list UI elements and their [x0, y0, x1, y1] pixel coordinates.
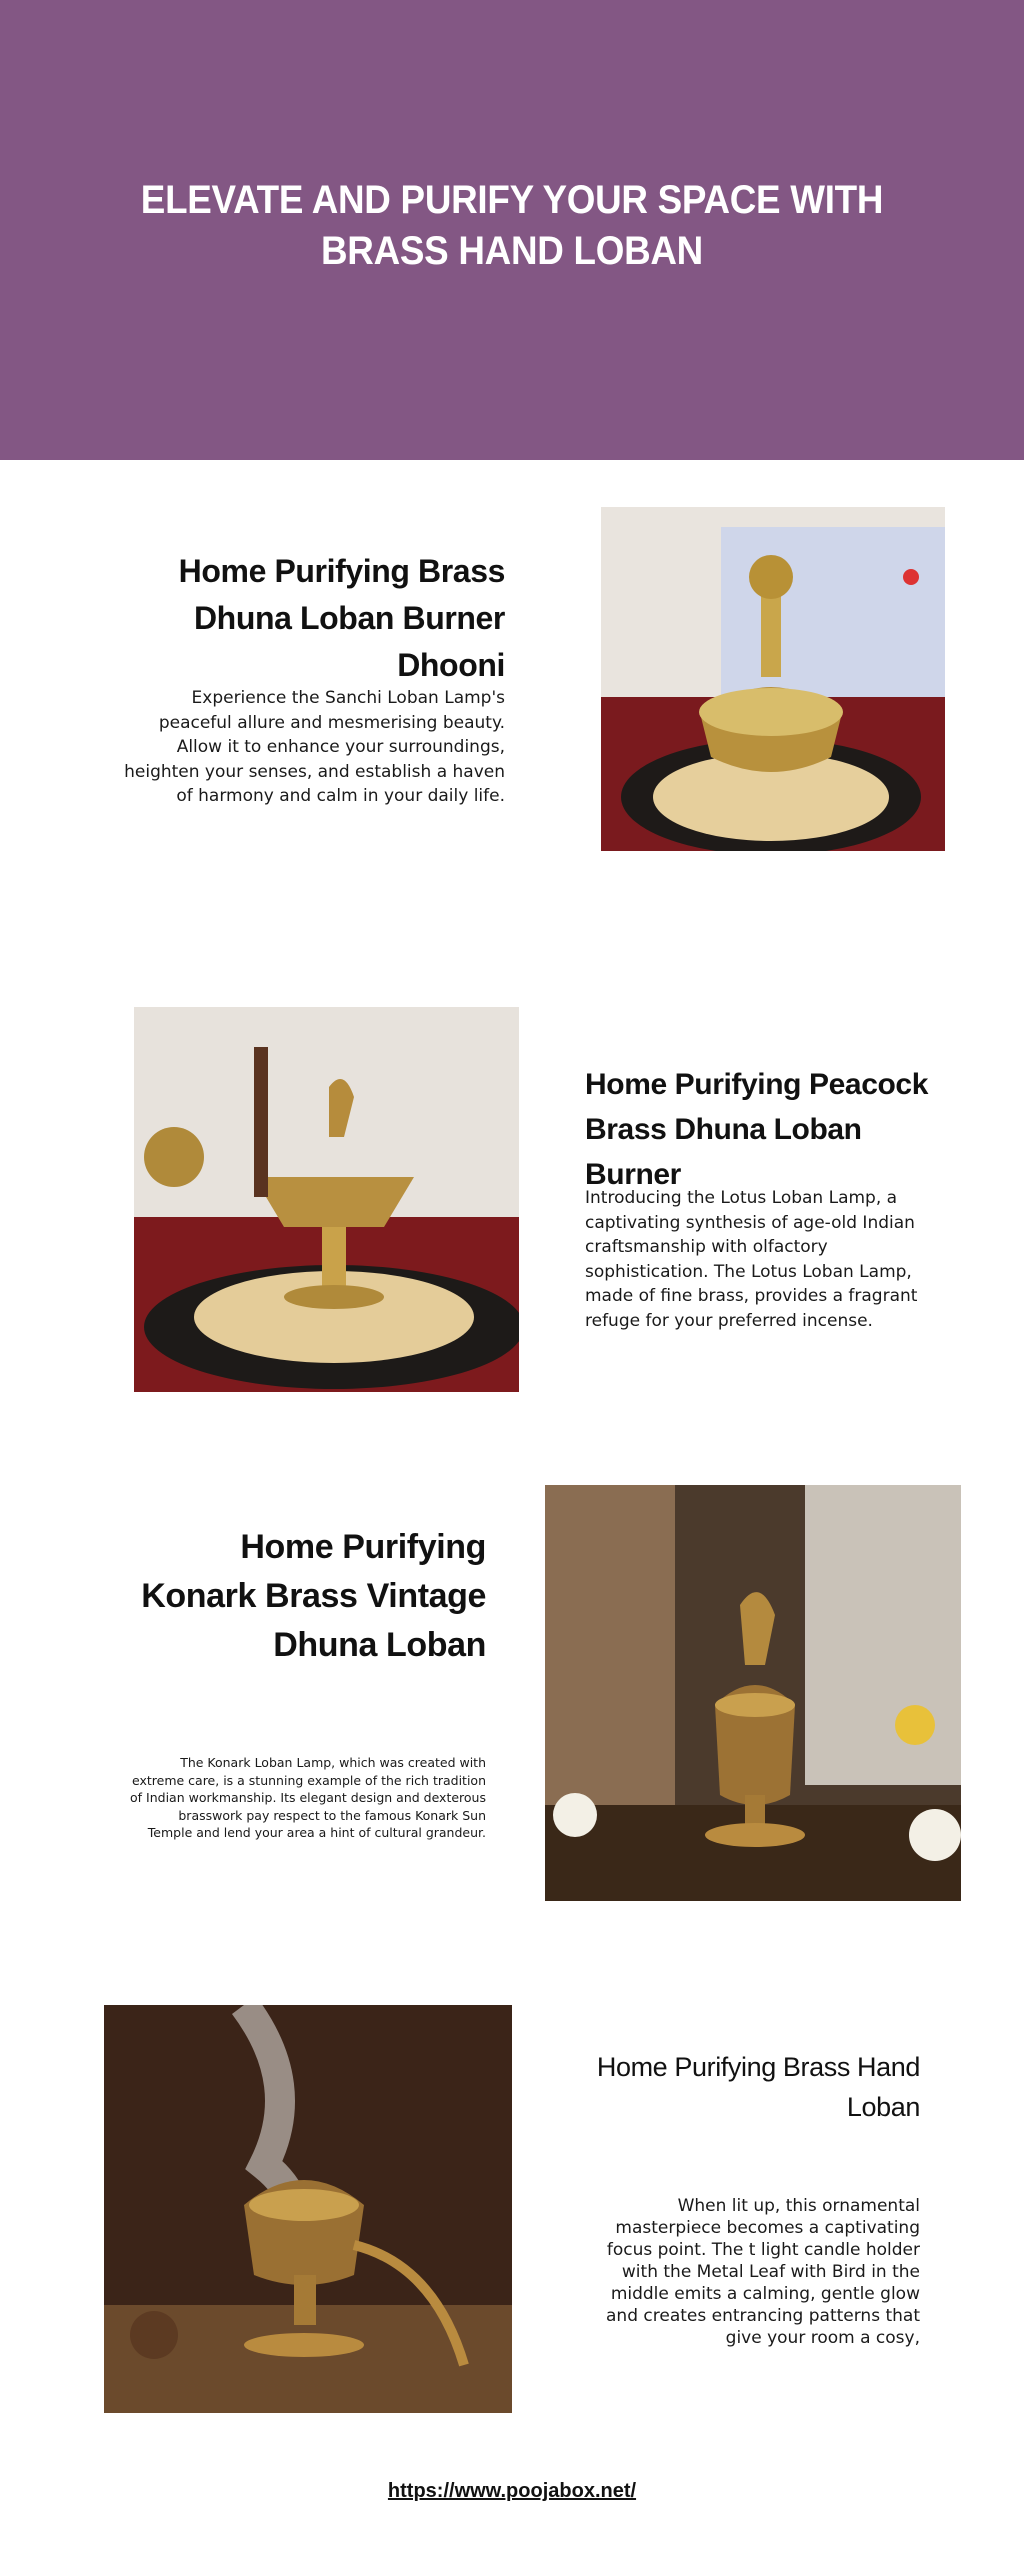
product-image-3 [545, 1485, 961, 1901]
product-image-1 [601, 507, 945, 851]
hero-title: ELEVATE AND PURIFY YOUR SPACE WITH BRASS HAND LOBAN [140, 178, 884, 273]
product-description-3: The Konark Loban Lamp, which was created with extreme care, is a stunning example of the rich tradition of Indian workmanship. Its elegant design and dexterous brasswork pay respect to the famous Konark Sun Temple and lend your area a hint of cultural grandeur. [130, 1755, 486, 1840]
product-title-3: Home Purifying Konark Brass Vintage Dhuna Loban [141, 1528, 486, 1664]
product-title-2: Home Purifying Peacock Brass Dhuna Loban Burner [585, 1068, 928, 1191]
footer-website-link[interactable]: https://www.poojabox.net/ [387, 2480, 637, 2502]
product-title-1: Home Purifying Brass Dhuna Loban Burner Dhooni [178, 553, 505, 683]
product-description-1: Experience the Sanchi Loban Lamp's peaceful allure and mesmerising beauty. Allow it to enhance your surroundings, heighten your senses, and establish a haven of harmony and calm in your daily life. [124, 688, 505, 806]
product-title-4: Home Purifying Brass Hand Loban [596, 2052, 920, 2122]
hero-banner [0, 0, 1024, 460]
product-image-4 [104, 2005, 512, 2413]
product-image-2 [134, 1007, 519, 1392]
product-description-4: When lit up, this ornamental masterpiece becomes a captivating focus point. The t light candle holder with the Metal Leaf with Bird in the middle emits a calming, gentle glow and creates entrancing patterns that give your room a cosy, [606, 2196, 920, 2348]
product-description-2: Introducing the Lotus Loban Lamp, a captivating synthesis of age-old Indian craftsmanship with olfactory sophistication. The Lotus Loban Lamp, made of fine brass, provides a fragrant refuge for your preferred incense. [585, 1188, 918, 1331]
